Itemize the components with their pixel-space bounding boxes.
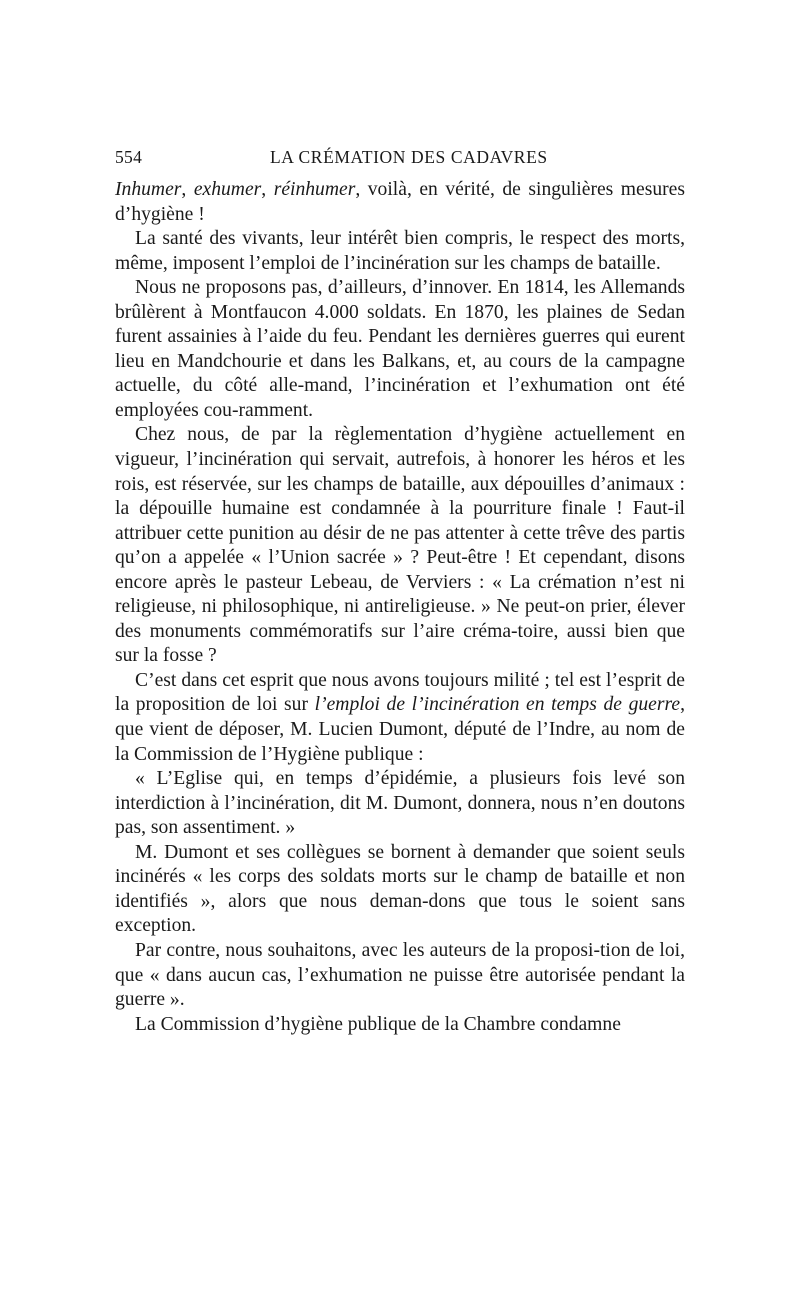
text-run: , que vient de déposer, M. Lucien Dumont, député de l’Indre, au nom de la Commission de l’Hygiène publique : — [115, 694, 685, 765]
paragraph — [115, 423, 685, 668]
text-run: , — [261, 179, 274, 200]
paragraph — [115, 841, 685, 939]
page-number: 554 — [115, 147, 143, 167]
paragraph — [115, 276, 685, 423]
italic-text: Inhumer — [115, 179, 182, 200]
text-run: C’est dans cet esprit que nous avons toujours milité ; tel est l’esprit de la proposition de loi sur — [115, 669, 685, 716]
italic-text: exhumer — [193, 179, 262, 200]
text-run: , voilà, en vérité, de singulières mesures d’hygiène ! — [115, 179, 686, 225]
text-run: Chez nous, de par la règlementation d’hygiène actuellement en vigueur, l’incinération qui servait, autrefois, à honorer les héros et les rois, est réservée, sur les champs de bataille, aux dépouilles d’animaux : la dépouille humaine est condamnée à la pourriture finale ! Faut-il attribuer cette punition au désir de ne pas attenter à cette trêve des partis qu’on a appelée « l’Union sacrée » ? Peut-être ! Et cependant, disons encore après le pasteur Lebeau, de Verviers : « La crémation n’est ni religieuse, ni philosophique, ni antireligieuse. » Ne peut-on prier, élever des monuments commémoratifs sur l’aire créma-toire, aussi bien que sur la fosse ? — [115, 424, 685, 667]
text-run: M. Dumont et ses collègues se bornent à demander que soient seuls incinérés « les corps des soldats morts sur le champ de bataille et non identifiés », alors que nous deman-dons que tous le soient sans exception. — [115, 841, 685, 937]
paragraph — [115, 669, 685, 767]
text-run: La santé des vivants, leur intérêt bien compris, le respect des morts, même, imposent l’emploi de l’incinération sur les champs de bataille. — [115, 228, 685, 274]
paragraph — [115, 939, 685, 1013]
text-run: , — [181, 179, 194, 200]
paragraph — [115, 767, 685, 841]
paragraph — [115, 227, 685, 276]
text-run: « L’Eglise qui, en temps d’épidémie, a plusieurs fois levé son interdiction à l’incinération, dit M. Dumont, donnera, nous n’en doutons pas, son assentiment. » — [115, 768, 685, 839]
text-run: La Commission d’hygiène publique de la Chambre condamne — [135, 1013, 621, 1035]
italic-text: l’emploi de l’incinération en temps de guerre — [314, 694, 681, 716]
text-run: Par contre, nous souhaitons, avec les auteurs de la proposi-tion de loi, que « dans aucun cas, l’exhumation ne puisse être autorisée pendant la guerre ». — [115, 939, 685, 1011]
text-run: Nous ne proposons pas, d’ailleurs, d’innover. En 1814, les Allemands brûlèrent à Montfaucon 4.000 soldats. En 1870, les plaines de Sedan furent assainies à l’aide du feu. Pendant les dernières guerres qui eurent lieu en Mandchourie et dans les Balkans, et, au cours de la campagne actuelle, du côté alle-mand, l’incinération et l’exhumation ont été employées cou-ramment. — [115, 277, 685, 421]
page-header — [115, 143, 685, 173]
paragraph — [115, 178, 685, 227]
italic-text: réinhumer — [273, 179, 356, 200]
paragraph — [115, 1013, 685, 1038]
running-title: LA CRÉMATION DES CADAVRES — [270, 147, 548, 167]
body-text — [115, 178, 685, 1037]
